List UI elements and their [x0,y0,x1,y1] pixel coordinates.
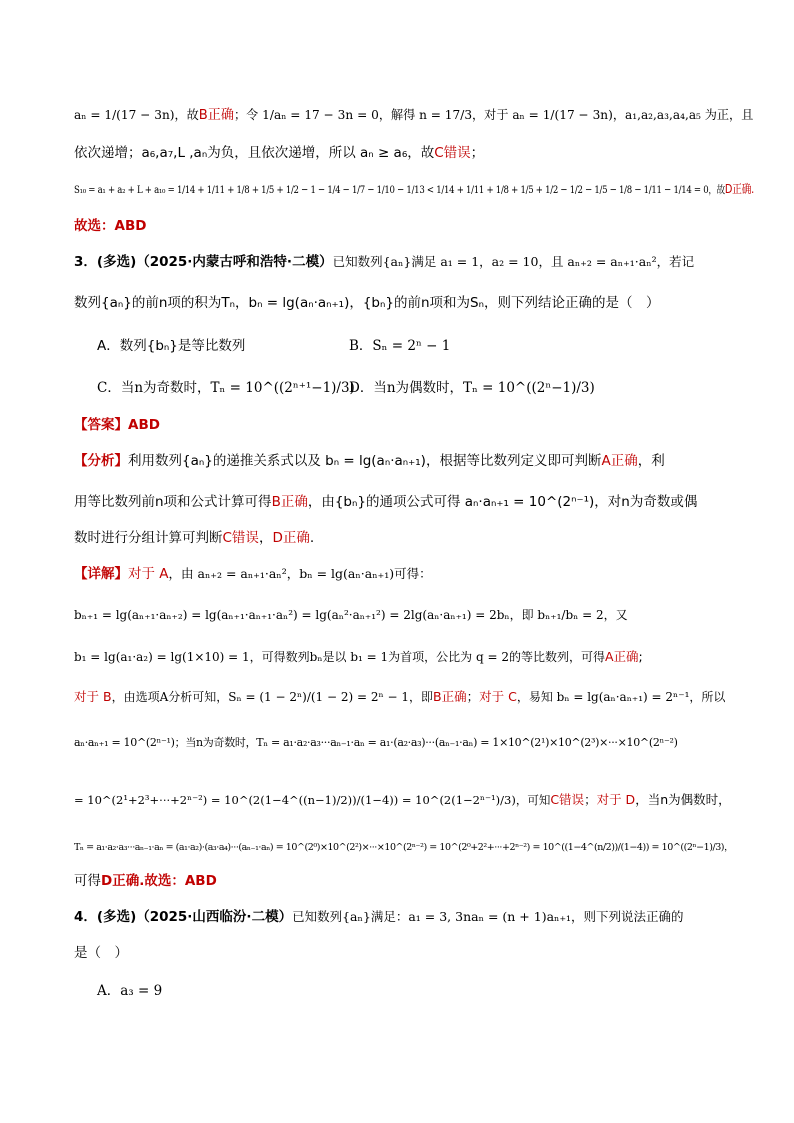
detail-text: ，由 aₙ₊₂ = aₙ₊₁·aₙ²，bₙ = lg(aₙ·aₙ₊₁)可得： [168,566,432,581]
detail-formula: bₙ₊₁ = lg(aₙ₊₁·aₙ₊₂) = lg(aₙ₊₁·aₙ₊₁·aₙ²) = lg(aₙ²·aₙ₊₁²) = 2lg(aₙ·aₙ₊₁) = 2bₙ，即 bₙ₊₁/bₙ = 2，又 [74,608,628,622]
q3-analysis-line-3 [74,528,734,548]
q3-analysis-line-2 [74,492,734,512]
detail-text: ; [638,649,643,664]
detail-part-a: 对于 A [128,566,169,582]
detail-formula: ，易知 bₙ = lg(aₙ·aₙ₊₁) = 2ⁿ⁻¹，所以 [516,690,726,704]
q2-sum-formula: S₁₀ = a₁ + a₂ + L + a₁₀ = 1/14 + 1/11 + 1/8 + 1/5 + 1/2 − 1 − 1/4 − 1/7 − 1/10 − 1/13 < 1/14 + 1/11 + 1/8 + 1/5 + 1/2 − 1/2 − 1/5 − 1/8 − 1/11 − 1/14 = 0，故 [74,184,725,196]
q3-answer: 【答案】ABD [74,417,160,433]
q2-option-b-verdict: B正确 [198,107,235,123]
q4-stem-text: 已知数列{aₙ}满足：a₁ = 3, 3naₙ = (n + 1)aₙ₊₁，则下列说法正确的 [292,909,684,924]
q3-detail-line-4 [74,687,734,707]
q3-detail-line-1 [74,564,734,584]
q2-option-d-verdict: D正确. [724,182,754,196]
q3-option-d: D．当n为偶数时，Tₙ = 10^((2ⁿ−1)/3) [349,380,595,396]
analysis-text: ，利 [637,453,665,469]
analysis-label: 【分析】 [74,453,128,469]
q2-text: 依次递增；a₆,a₇,L ,aₙ为负，且依次递增，所以 aₙ ≥ a₆，故 [74,145,435,161]
detail-text: ； [584,792,597,807]
analysis-verdict-a: A正确 [601,453,638,469]
analysis-text: ，由{bₙ}的通项公式可得 aₙ·aₙ₊₁ = 10^(2ⁿ⁻¹)，对n为奇数或偶 [307,494,698,510]
q3-option-b: B．Sₙ = 2ⁿ − 1 [349,338,451,354]
q3-detail-line-5 [74,733,734,753]
q3-detail-line-3 [74,647,734,667]
q2-line-1 [74,105,754,125]
q3-source: 3．(多选)（2025·内蒙古呼和浩特·二模） [74,254,333,270]
detail-final-answer: D正确.故选：ABD [101,873,217,889]
q4-stem-line-2: 是（ ） [74,945,128,961]
q3-detail-line-2 [74,605,734,625]
q4-source: 4．(多选)（2025·山西临汾·二模） [74,909,293,925]
detail-part-d: 对于 D [596,792,636,807]
detail-verdict-c: C错误 [550,792,585,807]
detail-formula: b₁ = lg(a₁·a₂) = lg(1×10) = 1，可得数列bₙ是以 b₁ = 1为首项，公比为 q = 2的等比数列，可得 [74,650,605,664]
q2-option-c-verdict: C错误 [434,145,471,161]
analysis-text: ， [258,530,273,546]
q2-line-2 [74,143,734,163]
q3-stem-line-2: 数列{aₙ}的前n项的积为Tₙ，bₙ = lg(aₙ·aₙ₊₁)，{bₙ}的前n项和为Sₙ，则下列结论正确的是（ ） [74,295,660,311]
q3-stem-text: 已知数列{aₙ}满足 a₁ = 1，a₂ = 10，且 aₙ₊₂ = aₙ₊₁·aₙ²，若记 [332,254,695,269]
analysis-text: 用等比数列前n项和公式计算可得 [74,494,272,510]
detail-text: ； [466,689,480,704]
q2-answer: 故选：ABD [74,218,147,234]
detail-formula: ，由选项A分析可知，Sₙ = (1 − 2ⁿ)/(1 − 2) = 2ⁿ − 1，即 [111,690,434,704]
q2-text: ； [470,145,485,161]
detail-text: ，当n为偶数时， [635,792,731,807]
q3-detail-line-8 [74,871,734,891]
q3-option-a: A．数列{bₙ}是等比数列 [97,338,246,354]
detail-verdict-a: A正确 [604,649,639,664]
analysis-text: . [309,530,315,546]
q2-text: aₙ = 1/(17 − 3n)，故 [74,107,199,122]
q4-option-a: A．a₃ = 9 [97,983,163,999]
q2-text: ；令 1/aₙ = 17 − 3n = 0，解得 n = 17/3，对于 aₙ = 1/(17 − 3n)，a₁,a₂,a₃,a₄,a₅ 为正，且 [234,107,754,122]
analysis-text: 利用数列{aₙ}的递推关系式以及 bₙ = lg(aₙ·aₙ₊₁)，根据等比数列定义即可判断 [128,453,602,469]
q3-option-c: C．当n为奇数时，Tₙ = 10^((2ⁿ⁺¹−1)/3) [97,380,355,396]
q3-analysis-line-1 [74,451,734,471]
q4-stem-line-1 [74,907,734,927]
detail-text: 可得 [74,873,101,889]
analysis-verdict-c: C错误 [222,530,259,546]
q3-stem-line-1 [74,252,734,272]
detail-formula: Tₙ = a₁·a₂·a₃···aₙ₋₁·aₙ = (a₁·a₂)·(a₃·a₄)···(aₙ₋₁·aₙ) = 10^(2⁰)×10^(2²)×···×10^(2ⁿ⁻²) = 10^(2⁰+2²+···+2ⁿ⁻²) = 10^((1−4^(n/2))/(1−4)) = 10^((2ⁿ−1)/3)， [74,842,734,853]
detail-formula: aₙ·aₙ₊₁ = 10^(2ⁿ⁻¹)；当n为奇数时，Tₙ = a₁·a₂·a₃···aₙ₋₁·aₙ = a₁·(a₂·a₃)···(aₙ₋₁·aₙ) = 1×10^(2¹)×10^(2³)×···×10^(2ⁿ⁻²) [74,736,678,749]
analysis-verdict-d: D正确 [272,530,310,546]
detail-formula: = 10^(2¹+2³+···+2ⁿ⁻²) = 10^(2(1−4^((n−1)/2))/(1−4)) = 10^(2(1−2ⁿ⁻¹)/3)，可知 [74,793,551,807]
q2-line-3 [74,179,754,200]
q3-detail-line-7 [74,838,734,858]
q3-detail-line-6 [74,790,734,810]
detail-verdict-b: B正确 [433,689,467,704]
analysis-text: 数时进行分组计算可判断 [74,530,223,546]
detail-part-b: 对于 B [74,689,112,704]
detail-label: 【详解】 [74,566,128,582]
detail-part-c: 对于 C [479,689,517,704]
analysis-verdict-b: B正确 [271,494,308,510]
